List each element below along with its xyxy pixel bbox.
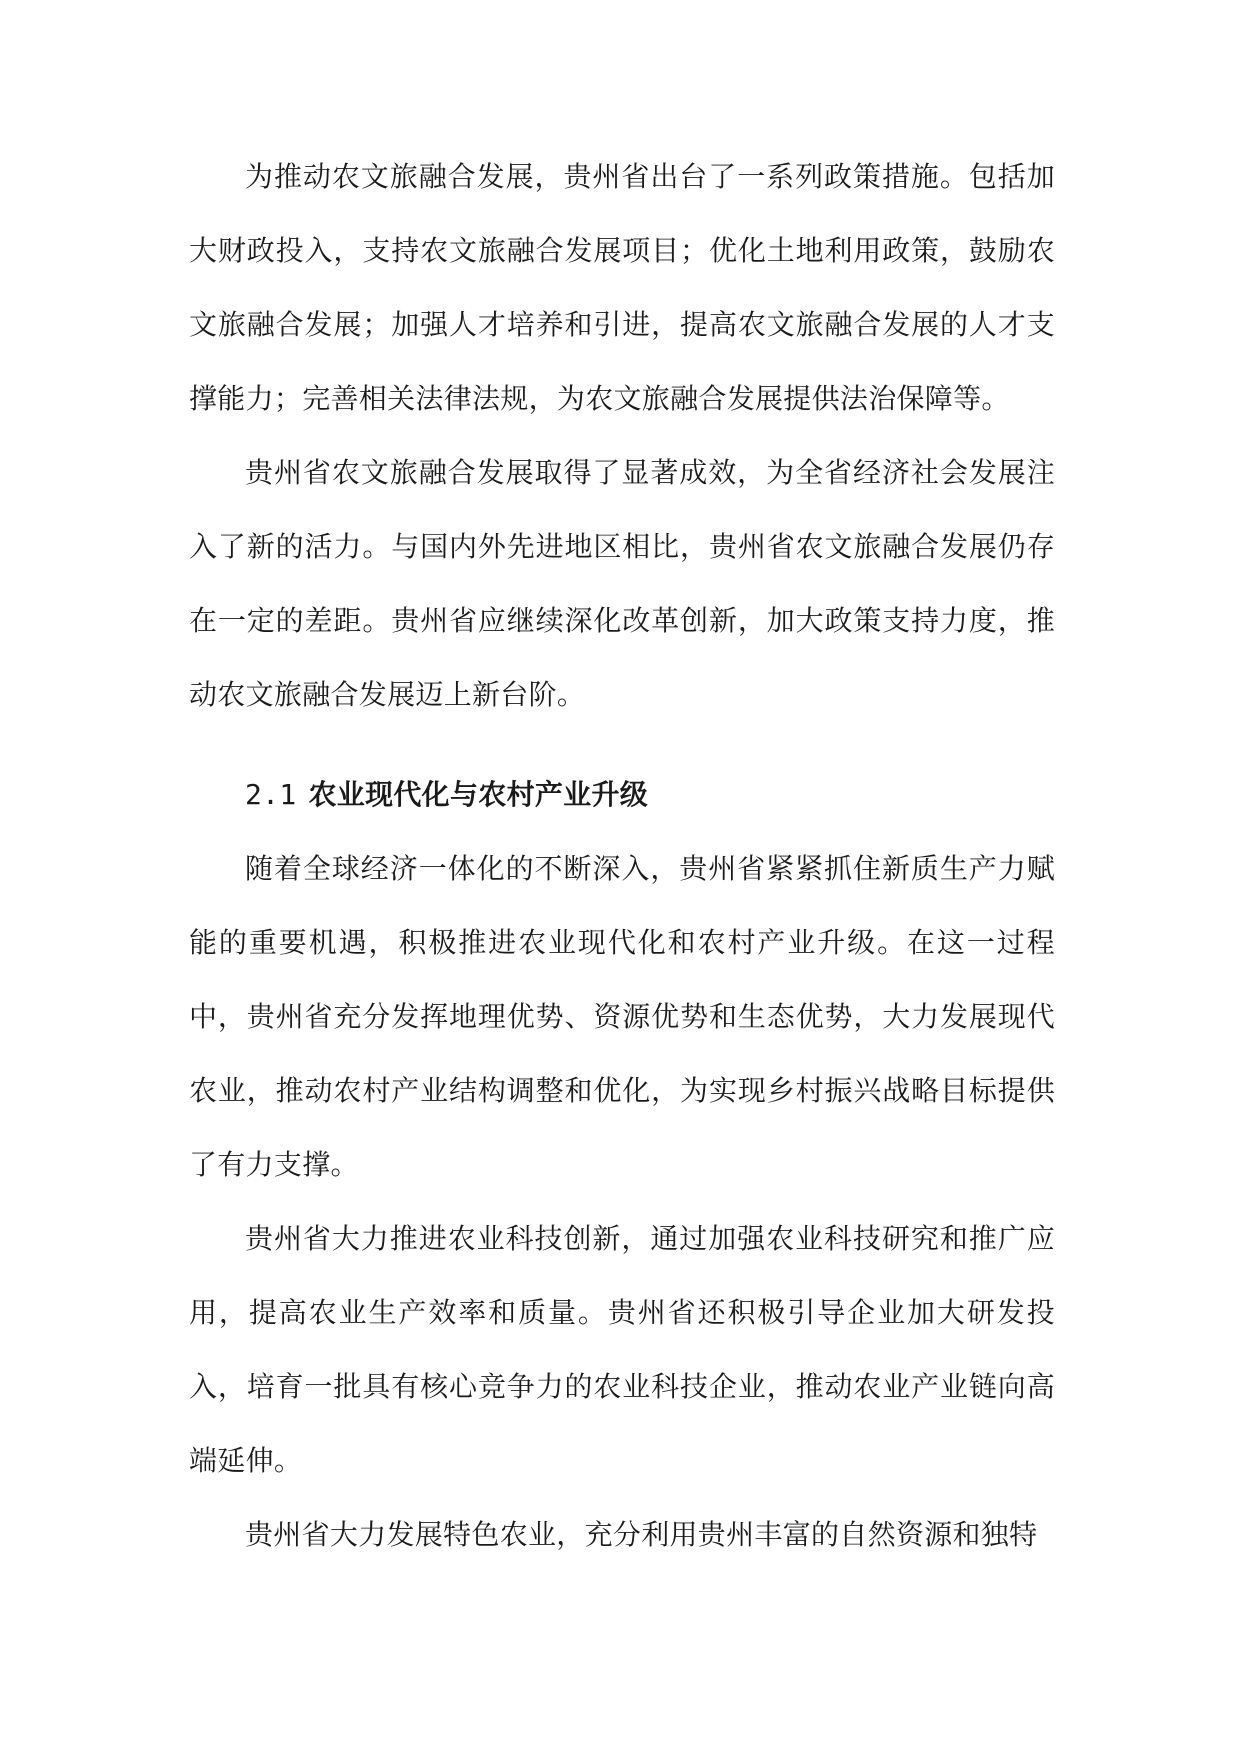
document-page xyxy=(189,140,1055,1572)
section-title: 农业现代化与农村产业升级 xyxy=(308,778,649,811)
paragraph-achievements: 贵州省农文旅融合发展取得了显著成效，为全省经济社会发展注入了新的活力。与国内外先进地区相比，贵州省农文旅融合发展仍存在一定的差距。贵州省应继续深化改革创新，加大政策支持力度，推动农文旅融合发展迈上新台阶。 xyxy=(189,456,1055,711)
paragraph-specialty-agriculture: 贵州省大力发展特色农业，充分利用贵州丰富的自然资源和独特 xyxy=(245,1518,1038,1551)
paragraph-tech-innovation: 贵州省大力推进农业科技创新，通过加强农业科技研究和推广应用，提高农业生产效率和质量。贵州省还积极引导企业加大研发投入，培育一批具有核心竞争力的农业科技企业，推动农业产业链向高端延伸。 xyxy=(189,1222,1055,1477)
paragraph-modernization: 随着全球经济一体化的不断深入，贵州省紧紧抓住新质生产力赋能的重要机遇，积极推进农业现代化和农村产业升级。在这一过程中，贵州省充分发挥地理优势、资源优势和生态优势，大力发展现代农业，推动农村产业结构调整和优化，为实现乡村振兴战略目标提供了有力支撑。 xyxy=(189,852,1055,1181)
paragraph-policy-measures: 为推动农文旅融合发展，贵州省出台了一系列政策措施。包括加大财政投入，支持农文旅融合发展项目；优化土地利用政策，鼓励农文旅融合发展；加强人才培养和引进，提高农文旅融合发展的人才支撑能力；完善相关法律法规，为农文旅融合发展提供法治保障等。 xyxy=(189,160,1055,415)
section-heading xyxy=(189,758,1055,832)
section-number: 2.1 xyxy=(245,778,297,811)
